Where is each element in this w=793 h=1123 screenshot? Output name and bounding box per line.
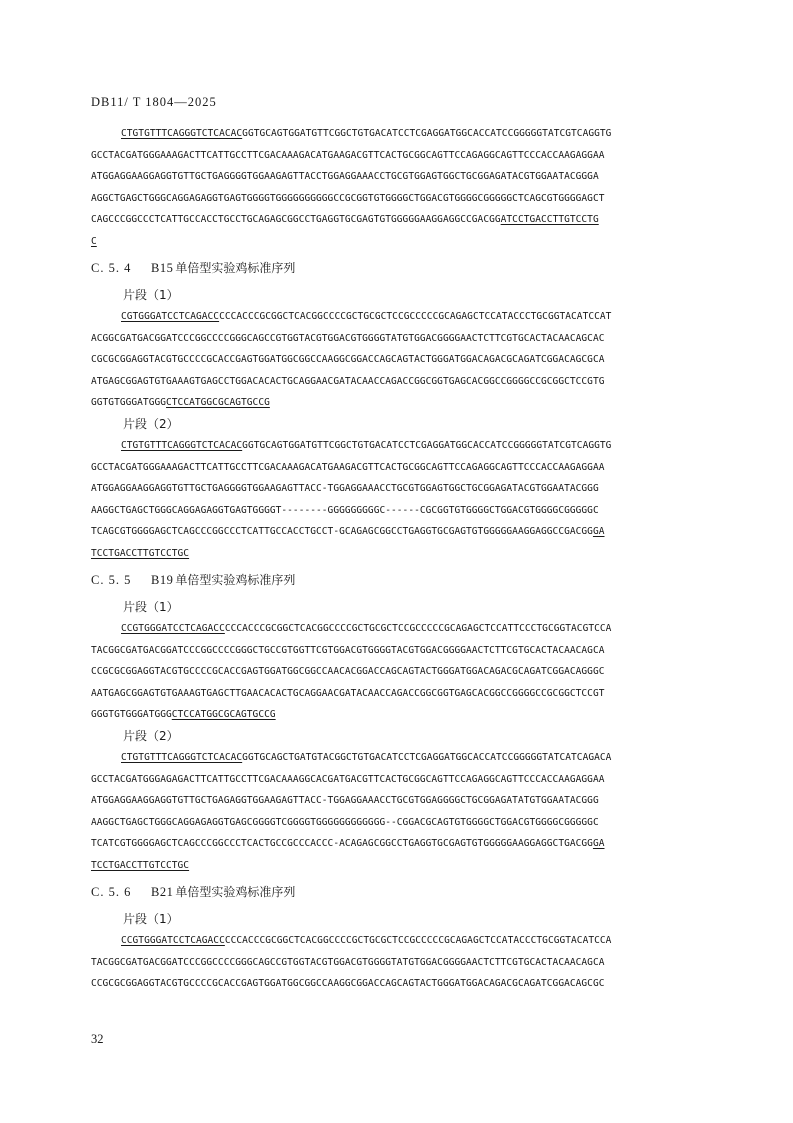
- section-number: C. 5. 4: [91, 261, 132, 275]
- sequence-line: [91, 769, 723, 791]
- document-id-header: DB11/ T 1804—2025: [91, 95, 217, 109]
- sequence-line: [91, 683, 723, 705]
- primer-underlined-segment: CTGTGTTTCAGGGTCTCACAC: [121, 440, 243, 451]
- primer-underlined-segment: TCCTGACCTTGTCCTGC: [91, 547, 190, 559]
- section-heading: [91, 258, 723, 280]
- sequence-text: ATGGAGGAAGGAGGTGTTGCTGAGAGGTGGAAGAGTTACC-TGGAGGAAACCTGCGTGGAGGGGCTGCGGAGATATGTGGAATACGGG: [91, 795, 599, 806]
- section-heading: [91, 882, 723, 904]
- primer-underlined-segment: TCCTGACCTTGTCCTGC: [91, 859, 190, 871]
- sequence-line: [91, 521, 723, 543]
- sequence-text: CGCGCGGAGGTACGTGCCCCGCACCGAGTGGATGGCGGCCAAGGCGGACCAGCAGTACTGGGATGGACAGACGCAGATCGGACAGCGCA: [91, 354, 605, 365]
- primer-underlined-segment: CTGTGTTTCAGGGTCTCACAC: [121, 128, 243, 139]
- fragment-label: 片段（1）: [123, 599, 179, 614]
- sequence-text: TCAGCGTGGGGAGCTCAGCCCGGCCCTCATTGCCACCTGCCT-GCAGAGCGGCCTGAGGTGCGAGTGTGGGGGAAGGAGGCCGACGG: [91, 526, 593, 537]
- sequence-text: TACGGCGATGACGGATCCCGGCCCCGGGCAGCCGTGGTACGTGGACGTGGGGTATGTGGACGGGGAACTCTTCGTGCACTACAACAGCA: [91, 956, 605, 968]
- sequence-line: [91, 145, 723, 167]
- sequence-text: GCCTACGATGGGAGAGACTTCATTGCCTTCGACAAAGGCACGATGACGTTCACTGCGGCAGTTCCAGAGGCAGTTCCCACCAAGAGGAA: [91, 773, 605, 785]
- section-number: C. 5. 5: [91, 573, 132, 587]
- sequence-line: [91, 618, 723, 640]
- sequence-line: [91, 306, 723, 328]
- sequence-line: [91, 973, 723, 995]
- sequence-text: GGTGCAGCTGATGTACGGCTGTGACATCCTCGAGGATGGCACCATCCGGGGGTATCATCAGACA: [242, 752, 612, 763]
- sequence-line: [91, 349, 723, 371]
- haplotype-line-name: B19: [151, 573, 174, 587]
- primer-underlined-segment: C: [91, 235, 97, 247]
- sequence-line: [91, 457, 723, 479]
- sequence-text: CCGCGCGGAGGTACGTGCCCCGCACCGAGTGGATGGCGGCCAACACGGACCAGCAGTACTGGGATGGACAGACGCAGATCGGACAGGGC: [91, 666, 605, 677]
- sequence-line: [91, 166, 723, 188]
- sequence-text: AAGGCTGAGCTGGGCAGGAGAGGTGAGCGGGGTCGGGGTGGGGGGGGGGGG--CGGACGCAGTGTGGGGCTGGACGTGGGGCGGGGGC: [91, 816, 599, 828]
- sequence-line: [91, 930, 723, 952]
- section-title: 单倍型实验鸡标准序列: [175, 573, 296, 587]
- sequence-text: ACGGCGATGACGGATCCCGGCCCCGGGCAGCCGTGGTACGTGGACGTGGGGTATGTGGACGGGGAACTCTTCGTGCACTACAACAGCAC: [91, 332, 605, 344]
- primer-underlined-segment: CTCCATGGCGCAGTGCCG: [166, 397, 270, 408]
- fragment-label: 片段（1）: [123, 911, 179, 926]
- sequence-text: CCCACCCGCGGCTCACGGCCCCGCTGCGCTCCGCCCCCGCAGAGCTCCATTCCCTGCGGTACGTCCA: [224, 623, 612, 634]
- primer-underlined-segment: CCGTGGGATCCTCAGACC: [121, 935, 225, 946]
- sequence-line: [91, 500, 723, 522]
- haplotype-line-name: B15: [151, 261, 174, 275]
- sequence-line: [91, 392, 723, 414]
- primer-underlined-segment: ATCCTGACCTTGTCCTG: [500, 214, 599, 225]
- sequence-text: AATGAGCGGAGTGTGAAAGTGAGCTTGAACACACTGCAGGAACGATACAACCAGACCGGCGGTGAGCACGGCCGGGGCCGCGGCTCCGT: [91, 687, 605, 699]
- sequence-line: [91, 371, 723, 393]
- sequence-text: AAGGCTGAGCTGGGCAGGAGAGGTGAGTGGGGT--------GGGGGGGGGC------CGCGGTGTGGGGCTGGACGTGGGGCGGGGGC: [91, 504, 599, 516]
- sequence-line: [91, 747, 723, 769]
- sequence-line: [91, 543, 723, 565]
- sequence-text: ATGGAGGAAGGAGGTGTTGCTGAGGGGTGGAAGAGTTACC-TGGAGGAAACCTGCGTGGAGTGGCTGCGGAGATACGTGGAATACGGG: [91, 483, 599, 494]
- primer-underlined-segment: GA: [592, 838, 605, 849]
- sequence-line: [91, 435, 723, 457]
- sequence-text: CCGCGCGGAGGTACGTGCCCCGCACCGAGTGGATGGCGGCCAAGGCGGACCAGCAGTACTGGGATGGACAGACGCAGATCGGACAGCGC: [91, 978, 605, 989]
- sequence-text: ATGAGCGGAGTGTGAAAGTGAGCCTGGACACACTGCAGGAACGATACAACCAGACCGGCGGTGAGCACGGCCGGGGCCGCGGCTCCGTG: [91, 375, 605, 387]
- sequence-line: [91, 952, 723, 974]
- fragment-label: 片段（2）: [123, 416, 179, 431]
- sequence-line: [91, 231, 723, 253]
- sequence-text: GGTGCAGTGGATGTTCGGCTGTGACATCCTCGAGGATGGCACCATCCGGGGGTATCGTCAGGTG: [242, 128, 612, 139]
- fragment-label: 片段（2）: [123, 728, 179, 743]
- sequence-text: GCCTACGATGGGAAAGACTTCATTGCCTTCGACAAAGACATGAAGACGTTCACTGCGGCAGTTCCAGAGGCAGTTCCCACCAAGAGGAA: [91, 461, 605, 473]
- sequence-text: TCATCGTGGGGAGCTCAGCCCGGCCCTCACTGCCGCCCACCC-ACAGAGCGGCCTGAGGTGCGAGTGTGGGGGAAGGAGGCTGACGG: [91, 838, 593, 849]
- fragment-label: 片段（1）: [123, 287, 179, 302]
- page-number: 32: [91, 1032, 104, 1046]
- sequence-text: GGTGCAGTGGATGTTCGGCTGTGACATCCTCGAGGATGGCACCATCCGGGGGTATCGTCAGGTG: [242, 440, 612, 451]
- sequence-line: [91, 790, 723, 812]
- sequence-line: [91, 328, 723, 350]
- sequence-line: [91, 123, 723, 145]
- sequence-text: CCCACCCGCGGCTCACGGCCCCGCTGCGCTCCGCCCCCGCAGAGCTCCATACCCTGCGGTACATCCA: [224, 935, 612, 946]
- sequence-text: ATGGAGGAAGGAGGTGTTGCTGAGGGGTGGAAGAGTTACCTGGAGGAAACCTGCGTGGAGTGGCTGCGGAGATACGTGGAATACGGGA: [91, 171, 599, 182]
- sequence-text: TACGGCGATGACGGATCCCGGCCCCGGGCTGCCGTGGTTCGTGGACGTGGGGTACGTGGACGGGGAACTCTTCGTGCACTACAACAGCA: [91, 644, 605, 656]
- section-number: C. 5. 6: [91, 885, 132, 899]
- primer-underlined-segment: GA: [592, 526, 605, 537]
- sequence-text: CCCACCCGCGGCTCACGGCCCCGCTGCGCTCCGCCCCCGCAGAGCTCCATACCCTGCGGTACATCCAT: [219, 311, 612, 322]
- primer-underlined-segment: CTGTGTTTCAGGGTCTCACAC: [121, 752, 243, 763]
- section-heading: [91, 570, 723, 592]
- sequence-line: [91, 478, 723, 500]
- primer-underlined-segment: CTCCATGGCGCAGTGCCG: [171, 709, 276, 720]
- haplotype-line-name: B21: [151, 885, 174, 899]
- sequence-line: [91, 833, 723, 855]
- sequence-text: GGTGTGGGATGGG: [91, 397, 167, 408]
- sequence-text: CAGCCCGGCCCTCATTGCCACCTGCCTGCAGAGCGGCCTGAGGTGCGAGTGTGGGGGAAGGAGGCCGACGG: [91, 214, 501, 225]
- sequence-line: [91, 855, 723, 877]
- sequence-line: [91, 812, 723, 834]
- sequence-line: [91, 640, 723, 662]
- primer-underlined-segment: CGTGGGATCCTCAGACC: [121, 311, 220, 322]
- primer-underlined-segment: CCGTGGGATCCTCAGACC: [121, 623, 225, 634]
- sequence-text: GCCTACGATGGGAAAGACTTCATTGCCTTCGACAAAGACATGAAGACGTTCACTGCGGCAGTTCCAGAGGCAGTTCCCACCAAGAGGAA: [91, 149, 605, 161]
- sequence-text: GGGTGTGGGATGGG: [91, 709, 172, 720]
- sequence-line: [91, 661, 723, 683]
- sequence-content: [91, 123, 723, 995]
- section-title: 单倍型实验鸡标准序列: [175, 261, 296, 275]
- section-title: 单倍型实验鸡标准序列: [175, 885, 296, 899]
- sequence-line: [91, 704, 723, 726]
- sequence-text: AGGCTGAGCTGGGCAGGAGAGGTGAGTGGGGTGGGGGGGGGGCCGCGGTGTGGGGCTGGACGTGGGGCGGGGGCTCAGCGTGGGGAGCT: [91, 192, 605, 204]
- sequence-line: [91, 188, 723, 210]
- sequence-line: [91, 209, 723, 231]
